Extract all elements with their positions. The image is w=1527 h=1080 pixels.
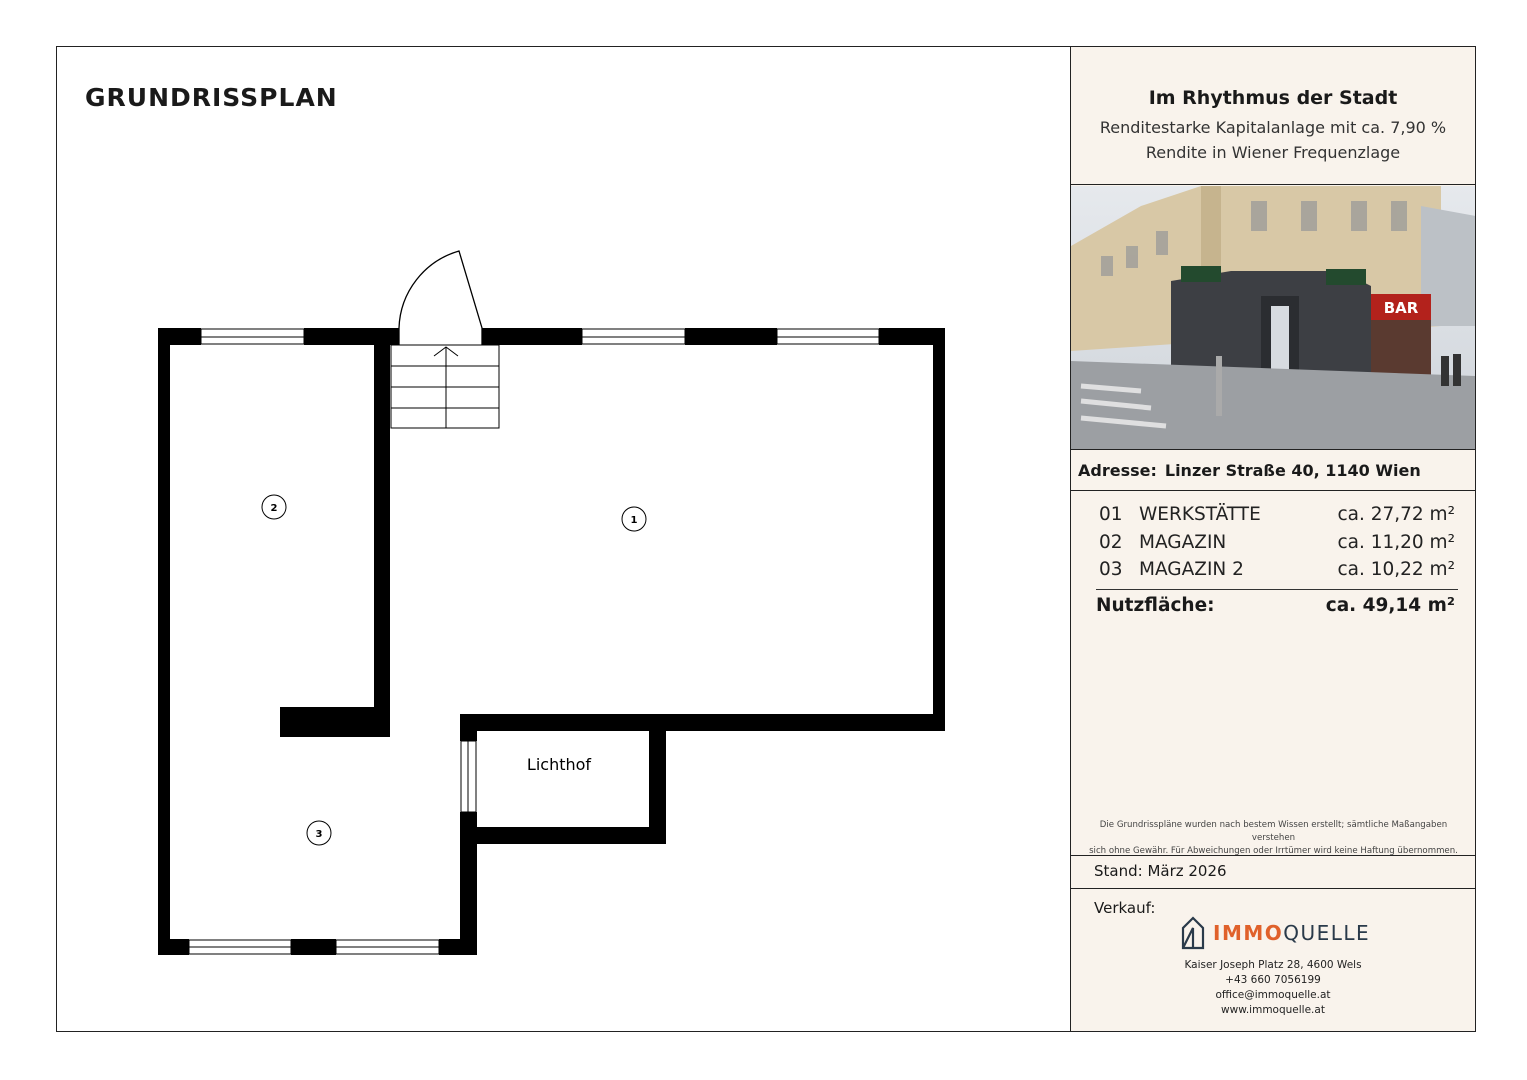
contact-phone[interactable]: +43 660 7056199 xyxy=(1225,974,1321,986)
svg-text:2: 2 xyxy=(270,503,278,514)
room-row: 01 WERKSTÄTTE ca. 27,72 m² xyxy=(1099,504,1455,526)
svg-text:3: 3 xyxy=(315,829,323,840)
wall-interior-vertical xyxy=(374,328,390,737)
wall-bottom-right xyxy=(439,939,477,955)
total-area-row: Nutzfläche: ca. 49,14 m² xyxy=(1096,595,1455,616)
svg-text:1: 1 xyxy=(630,515,638,526)
page-frame xyxy=(56,46,1476,1032)
wall-top-mid-right xyxy=(685,328,777,345)
contact-address: Kaiser Joseph Platz 28, 4600 Wels xyxy=(1184,959,1362,971)
floor-plan-area xyxy=(57,47,1071,1031)
floor-plan-drawing xyxy=(57,47,1071,1031)
wall-interior-horizontal xyxy=(280,707,390,737)
wall-top-mid xyxy=(482,328,582,345)
room-row: 02 MAGAZIN ca. 11,20 m² xyxy=(1099,531,1455,553)
wall-lichthof-right xyxy=(649,714,666,844)
lichthof-label: Lichthof xyxy=(526,755,592,774)
house-logo-icon xyxy=(1181,916,1205,950)
room-marker-2 xyxy=(262,495,286,519)
total-divider xyxy=(1096,589,1458,590)
wall-bottom-left xyxy=(158,939,189,955)
wall-right xyxy=(933,328,945,731)
listing-title: Im Rhythmus der Stadt xyxy=(1148,87,1398,109)
wall-left xyxy=(158,328,170,955)
sidebar-header xyxy=(1071,47,1475,185)
contact-info xyxy=(1071,958,1475,1018)
plan-title: GRUNDRISSPLAN xyxy=(85,83,338,112)
disclaimer-text: Die Grundrisspläne wurden nach bestem Wissen erstellt; sämtliche Maßangaben verstehen sich ohne Gewähr. Für Abweichungen oder Irrtümer wird keine Haftung übernommen. xyxy=(1089,820,1458,856)
room-marker-1 xyxy=(622,507,646,531)
status-date: Stand: März 2026 xyxy=(1071,855,1475,889)
wall-step-left-upper xyxy=(460,714,477,741)
contact-email[interactable]: office@immoquelle.at xyxy=(1215,989,1331,1001)
wall-bottom-mid xyxy=(291,939,336,955)
wall-step-top xyxy=(460,714,945,731)
room-list xyxy=(1099,501,1455,584)
sales-label: Verkauf: xyxy=(1094,899,1156,917)
contact-website[interactable]: www.immoquelle.at xyxy=(1221,1004,1325,1016)
immoquelle-logo: IMMOQUELLE xyxy=(1181,915,1381,951)
property-address: Adresse: Linzer Straße 40, 1140 Wien xyxy=(1071,451,1475,491)
info-sidebar xyxy=(1070,47,1475,1031)
room-marker-3 xyxy=(307,821,331,845)
entrance-stairs xyxy=(391,345,499,428)
room-row: 03 MAGAZIN 2 ca. 10,22 m² xyxy=(1099,559,1455,581)
entrance-door xyxy=(399,251,482,345)
building-photo xyxy=(1071,186,1475,450)
photo-shop-sign: BAR xyxy=(1383,299,1419,317)
wall-lichthof-bottom xyxy=(460,827,666,844)
listing-subtitle: Renditestarke Kapitalanlage mit ca. 7,90 % Rendite in Wiener Frequenzlage xyxy=(1099,118,1447,162)
